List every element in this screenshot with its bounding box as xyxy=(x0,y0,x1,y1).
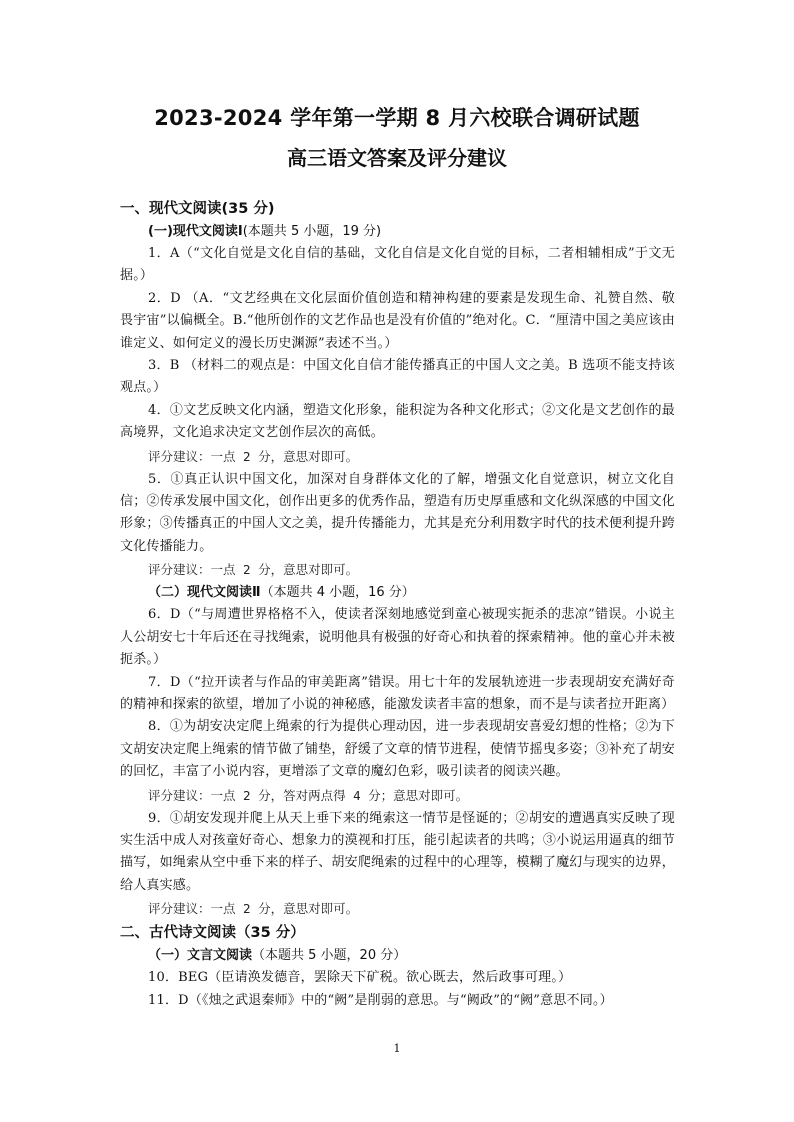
subsection-info: （本题共 4 小题，16 分） xyxy=(260,585,415,601)
scoring-note-q8: 评分建议：一点 2 分，答对两点得 4 分；意思对即可。 xyxy=(148,787,469,803)
answer-q7: 7．D（“拉开读者与作品的审美距离”错误。用七十年的发展轨迹进一步表现胡安充满好奇的精神和探索的欲望，增加了小说的神秘感，能激发读者丰富的想象，而不是与读者拉开距离） xyxy=(120,674,675,712)
scoring-note-q4: 评分建议：一点 2 分，意思对即可。 xyxy=(148,448,359,464)
subsection-label: （二）现代文阅读Ⅱ xyxy=(148,585,261,601)
section-heading-classical-reading: 二、古代诗文阅读（35 分） xyxy=(120,925,305,942)
page-number: 1 xyxy=(393,1042,401,1055)
answer-q1: 1．A（“文化自觉是文化自信的基础，文化自信是文化自觉的目标，二者相辅相成”于文无据。） xyxy=(120,246,675,284)
scoring-note-q5: 评分建议：一点 2 分，意思对即可。 xyxy=(148,562,359,578)
answer-q5: 5．①真正认识中国文化，加深对自身群体文化的了解，增强文化自觉意识，树立文化自信；②传承发展中国文化，创作出更多的优秀作品，塑造有历史厚重感和文化纵深感的中国文化形象；③传播真正的中国人文之美，提升传播能力，尤其是充分利用数字时代的技术便利提升跨文化传播能力。 xyxy=(120,471,675,554)
subsection-heading-reading-1 xyxy=(120,221,675,243)
answer-q3: 3．B （材料二的观点是：中国文化自信才能传播真正的中国人文之美。B 选项不能支持该观点。） xyxy=(120,358,675,396)
page-subtitle: 高三语文答案及评分建议 xyxy=(287,146,507,170)
subsection-heading-reading-2 xyxy=(120,582,675,604)
answer-q9: 9．①胡安发现并爬上从天上垂下来的绳索这一情节是怪诞的；②胡安的遭遇真实反映了现实生活中成人对孩童好奇心、想象力的漠视和打压，能引起读者的共鸣；③小说运用逼真的细节描写，如绳索从空中垂下来的样子、胡安爬绳索的过程中的心理等，模糊了魔幻与现实的边界，给人真实感。 xyxy=(120,810,675,893)
subsection-label: (一)现代文阅读Ⅰ xyxy=(148,224,243,239)
subsection-label: （一）文言文阅读 xyxy=(148,948,253,964)
answer-content xyxy=(120,197,675,1012)
answer-q10: 10．BEG（臣请涣发德音，罢除天下矿税。欲心既去，然后政事可理。） xyxy=(148,970,572,986)
answer-q6: 6．D（“与周遭世界格格不入，使读者深刻地感觉到童心被现实扼杀的悲凉”错误。小说主人公胡安七十年后还在寻找绳索，说明他具有极强的好奇心和执着的探索精神。他的童心并未被扼杀。） xyxy=(120,607,675,668)
answer-q8: 8．①为胡安决定爬上绳索的行为提供心理动因，进一步表现胡安喜爱幻想的性格；②为下文胡安决定爬上绳索的情节做了铺垫，舒缓了文章的情节进程，使情节摇曳多姿；③补充了胡安的回忆，丰富了小说内容，更增添了文章的魔幻色彩，吸引读者的阅读兴趣。 xyxy=(120,719,675,780)
answer-q4: 4．①文艺反映文化内涵，塑造文化形象，能积淀为各种文化形式；②文化是文艺创作的最高境界，文化追求决定文艺创作层次的高低。 xyxy=(120,402,675,441)
answer-q2: 2．D （A．“文艺经典在文化层面价值创造和精神构建的要素是发现生命、礼赞自然、敬畏宇宙”以偏概全。B.“他所创作的文艺作品也是没有价值的”绝对化。C．“厘清中国之美应该由谁定义、如何定义的漫长历史渊源”表述不当。） xyxy=(120,290,675,351)
section-heading-modern-reading: 一、现代文阅读(35 分) xyxy=(120,201,275,217)
answer-q11: 11．D（《烛之武退秦师》中的“阙”是削弱的意思。与“阙政”的“阙”意思不同。） xyxy=(148,992,613,1008)
subsection-info: (本题共 5 小题，19 分) xyxy=(242,224,382,239)
subsection-info: （本题共 5 小题，20 分） xyxy=(252,948,407,964)
scoring-note-q9: 评分建议：一点 2 分，意思对即可。 xyxy=(148,901,359,917)
subsection-heading-classical-1 xyxy=(120,945,675,967)
page-title: 2023-2024 学年第一学期 8 月六校联合调研试题 xyxy=(154,106,640,130)
